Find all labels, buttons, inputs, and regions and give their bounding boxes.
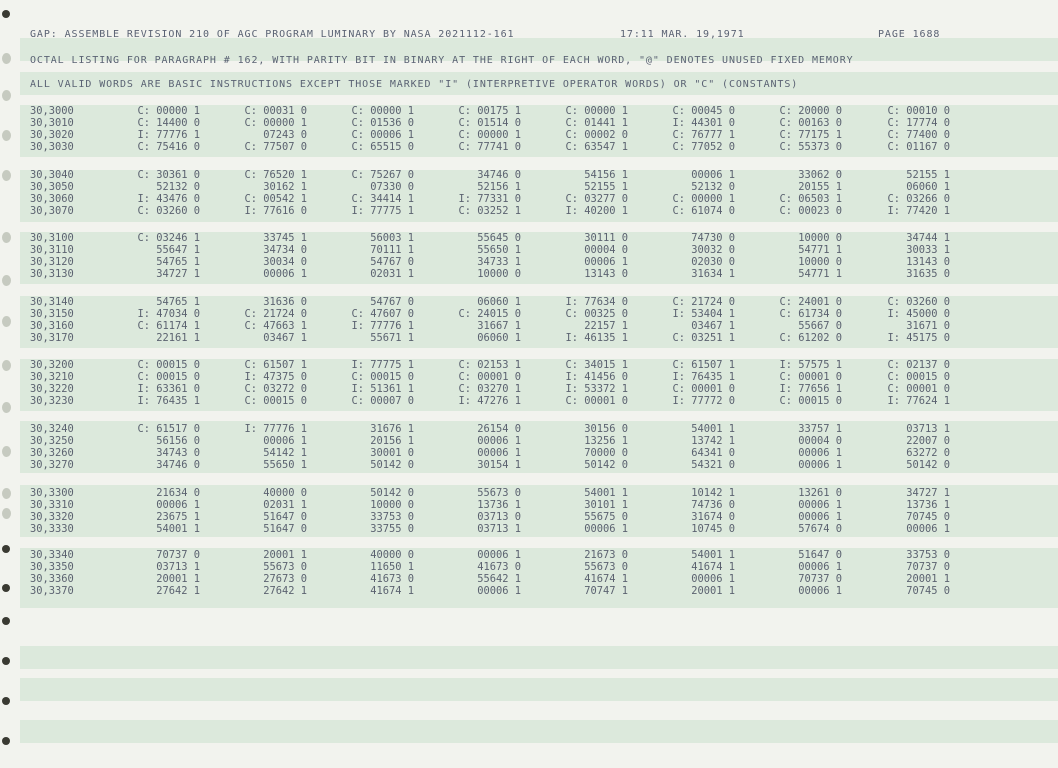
octal-word-cell: 20156 1	[370, 434, 414, 447]
octal-word-cell: 30001 0	[370, 446, 414, 459]
address-cell: 30,3270	[30, 458, 74, 471]
octal-word-cell: I: 77634 0	[565, 296, 628, 308]
octal-word-cell: 23675 1	[156, 510, 200, 523]
octal-word-cell: 00006 1	[477, 446, 521, 459]
octal-word-cell: C: 00000 1	[244, 116, 307, 129]
octal-word-cell: C: 00002 0	[565, 128, 628, 141]
address-cell: 30,3000	[30, 105, 74, 117]
octal-word-cell: 70000 0	[584, 446, 628, 459]
octal-word-cell: 31635 0	[906, 267, 950, 280]
octal-word-cell: 51647 0	[263, 510, 307, 523]
octal-word-cell: I: 77656 1	[779, 382, 842, 395]
octal-word-cell: C: 03260 0	[137, 204, 200, 217]
octal-word-cell: C: 61507 1	[672, 359, 735, 371]
address-cell: 30,3220	[30, 382, 74, 395]
octal-word-cell: 13742 1	[691, 434, 735, 447]
listing-legend: ALL VALID WORDS ARE BASIC INSTRUCTIONS EXCEPT THOSE MARKED "I" (INTERPRETIVE OPERATOR WORDS) OR "C" (CONSTANTS)	[30, 79, 799, 90]
octal-word-cell: 56156 0	[156, 434, 200, 447]
octal-word-cell: 54767 0	[370, 296, 414, 308]
octal-word-cell: 34733 1	[477, 255, 521, 268]
octal-word-cell: 13143 0	[906, 255, 950, 268]
octal-word-cell: C: 55373 0	[779, 140, 842, 153]
octal-word-cell: 54001 1	[691, 549, 735, 561]
octal-word-cell: 50142 0	[370, 487, 414, 499]
octal-word-cell: C: 01167 0	[887, 140, 950, 153]
octal-word-cell: C: 75267 0	[351, 169, 414, 181]
octal-word-cell: I: 77775 1	[351, 359, 414, 371]
octal-word-cell: I: 76435 1	[137, 394, 200, 407]
octal-word-cell: 22007 0	[906, 434, 950, 447]
octal-word-cell: C: 03266 0	[887, 192, 950, 205]
octal-word-cell: 31667 1	[477, 319, 521, 332]
octal-word-cell: C: 01536 0	[351, 116, 414, 129]
octal-word-cell: 27642 1	[263, 584, 307, 597]
octal-word-cell: C: 34015 1	[565, 359, 628, 371]
octal-word-cell: 54771 1	[798, 243, 842, 256]
octal-word-cell: I: 41456 0	[565, 370, 628, 383]
octal-word-cell: 51647 0	[798, 549, 842, 561]
octal-word-cell: 13736 1	[477, 498, 521, 511]
octal-word-cell: 30101 1	[584, 498, 628, 511]
octal-word-cell: 52132 0	[691, 180, 735, 193]
octal-word-cell: C: 76777 1	[672, 128, 735, 141]
octal-word-cell: 07243 0	[263, 128, 307, 141]
octal-word-cell: C: 03272 0	[244, 382, 307, 395]
octal-word-cell: 06060 1	[477, 331, 521, 344]
octal-word-cell: 57674 0	[798, 522, 842, 535]
octal-word-cell: 00006 1	[263, 267, 307, 280]
octal-word-cell: 11650 1	[370, 560, 414, 573]
octal-word-cell: 41673 0	[477, 560, 521, 573]
octal-word-cell: 13261 0	[798, 487, 842, 499]
address-cell: 30,3370	[30, 584, 74, 597]
octal-word-cell: 55675 0	[584, 510, 628, 523]
octal-word-cell: C: 06503 1	[779, 192, 842, 205]
octal-word-cell: C: 47663 1	[244, 319, 307, 332]
address-cell: 30,3020	[30, 128, 74, 141]
octal-word-cell: C: 77052 0	[672, 140, 735, 153]
octal-word-cell: C: 00007 0	[351, 394, 414, 407]
octal-word-cell: I: 43476 0	[137, 192, 200, 205]
octal-word-cell: 10000 0	[798, 255, 842, 268]
octal-word-cell: C: 14400 0	[137, 116, 200, 129]
octal-word-cell: 30162 1	[263, 180, 307, 193]
address-cell: 30,3210	[30, 370, 74, 383]
octal-word-cell: 13256 1	[584, 434, 628, 447]
octal-word-cell: C: 03246 1	[137, 232, 200, 244]
octal-word-cell: 00006 1	[798, 560, 842, 573]
address-cell: 30,3060	[30, 192, 74, 205]
octal-word-cell: C: 00001 0	[887, 382, 950, 395]
octal-word-cell: 52155 1	[584, 180, 628, 193]
octal-word-cell: C: 63547 1	[565, 140, 628, 153]
octal-word-cell: 21634 0	[156, 487, 200, 499]
octal-word-cell: I: 44301 0	[672, 116, 735, 129]
octal-word-cell: 13143 0	[584, 267, 628, 280]
address-cell: 30,3140	[30, 296, 74, 308]
octal-word-cell: C: 00023 0	[779, 204, 842, 217]
octal-word-cell: 33753 0	[370, 510, 414, 523]
octal-word-cell: 41673 0	[370, 572, 414, 585]
octal-word-cell: 30111 0	[584, 232, 628, 244]
octal-word-cell: 00006 1	[798, 446, 842, 459]
octal-word-cell: C: 77507 0	[244, 140, 307, 153]
octal-word-cell: 00006 1	[798, 498, 842, 511]
octal-word-cell: C: 00015 0	[244, 394, 307, 407]
octal-word-cell: 54767 0	[370, 255, 414, 268]
octal-word-cell: 00004 0	[584, 243, 628, 256]
octal-word-cell: I: 77624 1	[887, 394, 950, 407]
octal-word-cell: 22161 1	[156, 331, 200, 344]
octal-word-cell: C: 34414 1	[351, 192, 414, 205]
octal-word-cell: C: 00001 0	[779, 370, 842, 383]
octal-word-cell: C: 00000 1	[137, 105, 200, 117]
octal-word-cell: 33745 1	[263, 232, 307, 244]
octal-word-cell: 20001 1	[263, 549, 307, 561]
octal-word-cell: 70737 0	[798, 572, 842, 585]
octal-word-cell: 20155 1	[798, 180, 842, 193]
octal-word-cell: 00006 1	[584, 255, 628, 268]
octal-word-cell: C: 61074 0	[672, 204, 735, 217]
octal-word-cell: C: 65515 0	[351, 140, 414, 153]
octal-word-cell: I: 77616 0	[244, 204, 307, 217]
address-cell: 30,3170	[30, 331, 74, 344]
address-cell: 30,3120	[30, 255, 74, 268]
octal-word-cell: 21673 0	[584, 549, 628, 561]
octal-word-cell: C: 00001 0	[458, 370, 521, 383]
address-cell: 30,3160	[30, 319, 74, 332]
octal-word-cell: 54001 1	[691, 423, 735, 435]
address-cell: 30,3320	[30, 510, 74, 523]
octal-word-cell: C: 03260 0	[887, 296, 950, 308]
address-cell: 30,3330	[30, 522, 74, 535]
octal-word-cell: 70111 1	[370, 243, 414, 256]
octal-word-cell: 31634 1	[691, 267, 735, 280]
octal-word-cell: 54156 1	[584, 169, 628, 181]
octal-word-cell: I: 77420 1	[887, 204, 950, 217]
octal-word-cell: 55650 1	[477, 243, 521, 256]
octal-word-cell: 54142 1	[263, 446, 307, 459]
octal-word-cell: 54771 1	[798, 267, 842, 280]
octal-word-cell: C: 21724 0	[244, 307, 307, 320]
octal-word-cell: I: 40200 1	[565, 204, 628, 217]
octal-word-cell: 50142 0	[906, 458, 950, 471]
octal-word-cell: C: 03270 1	[458, 382, 521, 395]
address-cell: 30,3310	[30, 498, 74, 511]
octal-word-cell: 52156 1	[477, 180, 521, 193]
address-cell: 30,3230	[30, 394, 74, 407]
octal-word-cell: 70737 0	[906, 560, 950, 573]
octal-word-cell: 31674 0	[691, 510, 735, 523]
octal-word-cell: I: 53404 1	[672, 307, 735, 320]
octal-word-cell: 70745 0	[906, 584, 950, 597]
octal-word-cell: 34746 0	[156, 458, 200, 471]
octal-word-cell: 00006 1	[906, 522, 950, 535]
octal-word-cell: C: 61202 0	[779, 331, 842, 344]
octal-word-cell: C: 00010 0	[887, 105, 950, 117]
address-cell: 30,3100	[30, 232, 74, 244]
octal-word-cell: 52155 1	[906, 169, 950, 181]
octal-word-cell: I: 45000 0	[887, 307, 950, 320]
octal-word-cell: C: 01441 1	[565, 116, 628, 129]
octal-word-cell: 41674 1	[370, 584, 414, 597]
address-cell: 30,3340	[30, 549, 74, 561]
octal-word-cell: C: 00001 0	[672, 382, 735, 395]
octal-word-cell: I: 63361 0	[137, 382, 200, 395]
address-cell: 30,3300	[30, 487, 74, 499]
octal-word-cell: 00006 1	[263, 434, 307, 447]
octal-word-cell: I: 77776 1	[137, 128, 200, 141]
address-cell: 30,3110	[30, 243, 74, 256]
octal-word-cell: 30032 0	[691, 243, 735, 256]
octal-word-cell: 34734 0	[263, 243, 307, 256]
octal-word-cell: I: 47375 0	[244, 370, 307, 383]
listing-time: 17:11 MAR. 19,1971	[620, 29, 745, 40]
octal-word-cell: 40000 0	[370, 549, 414, 561]
listing-description: OCTAL LISTING FOR PARAGRAPH # 162, WITH PARITY BIT IN BINARY AT THE RIGHT OF EACH WORD, "@" DENOTES UNUSED FIXED MEMORY	[30, 55, 854, 66]
octal-word-cell: 64341 0	[691, 446, 735, 459]
octal-word-cell: 55645 0	[477, 232, 521, 244]
octal-word-cell: 34727 1	[906, 487, 950, 499]
address-cell: 30,3200	[30, 359, 74, 371]
octal-word-cell: 54765 1	[156, 255, 200, 268]
octal-word-cell: 33753 0	[906, 549, 950, 561]
octal-word-cell: 30156 0	[584, 423, 628, 435]
octal-word-cell: 31636 0	[263, 296, 307, 308]
octal-word-cell: 33755 0	[370, 522, 414, 535]
octal-word-cell: C: 00006 1	[351, 128, 414, 141]
octal-word-cell: C: 21724 0	[672, 296, 735, 308]
octal-word-cell: C: 77741 0	[458, 140, 521, 153]
octal-word-cell: C: 00000 1	[351, 105, 414, 117]
octal-word-cell: 55673 0	[477, 487, 521, 499]
octal-word-cell: C: 03251 1	[672, 331, 735, 344]
octal-word-cell: 70737 0	[156, 549, 200, 561]
octal-word-cell: C: 30361 0	[137, 169, 200, 181]
octal-word-cell: 34746 0	[477, 169, 521, 181]
octal-word-cell: 55667 0	[798, 319, 842, 332]
octal-word-cell: 10000 0	[370, 498, 414, 511]
octal-word-cell: C: 00542 1	[244, 192, 307, 205]
octal-word-cell: 74730 0	[691, 232, 735, 244]
octal-word-cell: 00006 1	[584, 522, 628, 535]
octal-word-cell: 02031 1	[370, 267, 414, 280]
octal-word-cell: C: 61517 0	[137, 423, 200, 435]
octal-word-cell: 70745 0	[906, 510, 950, 523]
address-cell: 30,3250	[30, 434, 74, 447]
octal-word-cell: I: 57575 1	[779, 359, 842, 371]
octal-word-cell: C: 20000 0	[779, 105, 842, 117]
octal-word-cell: 51647 0	[263, 522, 307, 535]
octal-word-cell: 00006 1	[691, 169, 735, 181]
octal-word-cell: 27673 0	[263, 572, 307, 585]
octal-word-cell: 41674 1	[691, 560, 735, 573]
octal-word-cell: C: 00015 0	[351, 370, 414, 383]
octal-word-cell: C: 00000 1	[458, 128, 521, 141]
octal-word-cell: 52132 0	[156, 180, 200, 193]
octal-word-cell: 20001 1	[906, 572, 950, 585]
octal-word-cell: I: 53372 1	[565, 382, 628, 395]
octal-word-cell: 10000 0	[477, 267, 521, 280]
octal-word-cell: 03713 0	[477, 510, 521, 523]
octal-word-cell: 00006 1	[798, 584, 842, 597]
octal-word-cell: 34727 1	[156, 267, 200, 280]
address-cell: 30,3130	[30, 267, 74, 280]
octal-word-cell: 55673 0	[584, 560, 628, 573]
octal-word-cell: C: 61507 1	[244, 359, 307, 371]
octal-word-cell: 02031 1	[263, 498, 307, 511]
octal-word-cell: 50142 0	[370, 458, 414, 471]
octal-word-cell: C: 47607 0	[351, 307, 414, 320]
octal-word-cell: C: 02153 1	[458, 359, 521, 371]
octal-word-cell: C: 61174 1	[137, 319, 200, 332]
octal-word-cell: 30033 1	[906, 243, 950, 256]
octal-word-cell: 70747 1	[584, 584, 628, 597]
octal-word-cell: 20001 1	[156, 572, 200, 585]
page-number: PAGE 1688	[878, 29, 941, 40]
octal-word-cell: 00006 1	[477, 549, 521, 561]
octal-word-cell: 03713 1	[477, 522, 521, 535]
octal-word-cell: C: 77400 0	[887, 128, 950, 141]
octal-word-cell: 55671 1	[370, 331, 414, 344]
octal-word-cell: C: 24015 0	[458, 307, 521, 320]
octal-word-cell: 00004 0	[798, 434, 842, 447]
octal-word-cell: 26154 0	[477, 423, 521, 435]
octal-word-cell: I: 45175 0	[887, 331, 950, 344]
octal-word-cell: 13736 1	[906, 498, 950, 511]
address-cell: 30,3040	[30, 169, 74, 181]
octal-word-cell: 00006 1	[691, 572, 735, 585]
octal-word-cell: 54001 1	[584, 487, 628, 499]
octal-word-cell: 20001 1	[691, 584, 735, 597]
octal-word-cell: 31676 1	[370, 423, 414, 435]
octal-word-cell: 50142 0	[584, 458, 628, 471]
octal-word-cell: 30154 1	[477, 458, 521, 471]
octal-word-cell: 55647 1	[156, 243, 200, 256]
octal-word-cell: 00006 1	[798, 510, 842, 523]
octal-word-cell: C: 00163 0	[779, 116, 842, 129]
octal-word-cell: 31671 0	[906, 319, 950, 332]
octal-word-cell: C: 03252 1	[458, 204, 521, 217]
octal-word-cell: 56003 1	[370, 232, 414, 244]
address-cell: 30,3030	[30, 140, 74, 153]
octal-word-cell: C: 00031 0	[244, 105, 307, 117]
octal-word-cell: 54765 1	[156, 296, 200, 308]
octal-word-cell: 34743 0	[156, 446, 200, 459]
address-cell: 30,3260	[30, 446, 74, 459]
octal-word-cell: C: 24001 0	[779, 296, 842, 308]
octal-word-cell: 00006 1	[798, 458, 842, 471]
octal-word-cell: 34744 1	[906, 232, 950, 244]
address-cell: 30,3050	[30, 180, 74, 193]
octal-word-cell: 10000 0	[798, 232, 842, 244]
octal-word-cell: 03713 1	[906, 423, 950, 435]
octal-word-cell: 03713 1	[156, 560, 200, 573]
octal-word-cell: I: 77772 0	[672, 394, 735, 407]
octal-word-cell: 03467 1	[263, 331, 307, 344]
octal-word-cell: 06060 1	[906, 180, 950, 193]
octal-word-cell: 06060 1	[477, 296, 521, 308]
octal-word-cell: C: 77175 1	[779, 128, 842, 141]
assembly-title: GAP: ASSEMBLE REVISION 210 OF AGC PROGRAM LUMINARY BY NASA 2021112-161	[30, 29, 515, 40]
octal-word-cell: 55642 1	[477, 572, 521, 585]
octal-word-cell: 33062 0	[798, 169, 842, 181]
octal-word-cell: 10142 1	[691, 487, 735, 499]
octal-word-cell: 55673 0	[263, 560, 307, 573]
octal-word-cell: 10745 0	[691, 522, 735, 535]
octal-word-cell: 54321 0	[691, 458, 735, 471]
octal-word-cell: 03467 1	[691, 319, 735, 332]
octal-word-cell: I: 47276 1	[458, 394, 521, 407]
octal-word-cell: C: 00015 0	[137, 370, 200, 383]
octal-word-cell: 74736 0	[691, 498, 735, 511]
octal-word-cell: 02030 0	[691, 255, 735, 268]
octal-word-cell: C: 03277 0	[565, 192, 628, 205]
octal-word-cell: 30034 0	[263, 255, 307, 268]
octal-word-cell: 54001 1	[156, 522, 200, 535]
octal-word-cell: C: 75416 0	[137, 140, 200, 153]
octal-word-cell: 27642 1	[156, 584, 200, 597]
octal-word-cell: C: 76520 1	[244, 169, 307, 181]
octal-word-cell: I: 51361 1	[351, 382, 414, 395]
octal-word-cell: I: 76435 1	[672, 370, 735, 383]
octal-word-cell: 00006 1	[477, 434, 521, 447]
octal-word-cell: C: 00045 0	[672, 105, 735, 117]
octal-word-cell: C: 01514 0	[458, 116, 521, 129]
octal-word-cell: C: 00000 1	[672, 192, 735, 205]
octal-word-cell: I: 77776 1	[244, 423, 307, 435]
octal-word-cell: 00006 1	[477, 584, 521, 597]
octal-word-cell: C: 00001 0	[565, 394, 628, 407]
octal-word-cell: C: 61734 0	[779, 307, 842, 320]
octal-word-cell: I: 77776 1	[351, 319, 414, 332]
octal-word-cell: 63272 0	[906, 446, 950, 459]
octal-word-cell: I: 77775 1	[351, 204, 414, 217]
octal-word-cell: C: 00325 0	[565, 307, 628, 320]
octal-word-cell: 41674 1	[584, 572, 628, 585]
octal-word-cell: C: 00015 0	[887, 370, 950, 383]
octal-word-cell: 00006 1	[156, 498, 200, 511]
octal-word-cell: 07330 0	[370, 180, 414, 193]
octal-word-cell: C: 00175 1	[458, 105, 521, 117]
address-cell: 30,3240	[30, 423, 74, 435]
octal-word-cell: 40000 0	[263, 487, 307, 499]
octal-word-cell: C: 02137 0	[887, 359, 950, 371]
octal-word-cell: C: 00015 0	[779, 394, 842, 407]
octal-word-cell: 22157 1	[584, 319, 628, 332]
octal-word-cell: 33757 1	[798, 423, 842, 435]
octal-word-cell: C: 00000 1	[565, 105, 628, 117]
octal-word-cell: I: 46135 1	[565, 331, 628, 344]
octal-word-cell: C: 00015 0	[137, 359, 200, 371]
address-cell: 30,3150	[30, 307, 74, 320]
octal-word-cell: I: 47034 0	[137, 307, 200, 320]
octal-word-cell: I: 77331 0	[458, 192, 521, 205]
octal-word-cell: 55650 1	[263, 458, 307, 471]
octal-word-cell: C: 17774 0	[887, 116, 950, 129]
address-cell: 30,3350	[30, 560, 74, 573]
address-cell: 30,3010	[30, 116, 74, 129]
address-cell: 30,3360	[30, 572, 74, 585]
address-cell: 30,3070	[30, 204, 74, 217]
